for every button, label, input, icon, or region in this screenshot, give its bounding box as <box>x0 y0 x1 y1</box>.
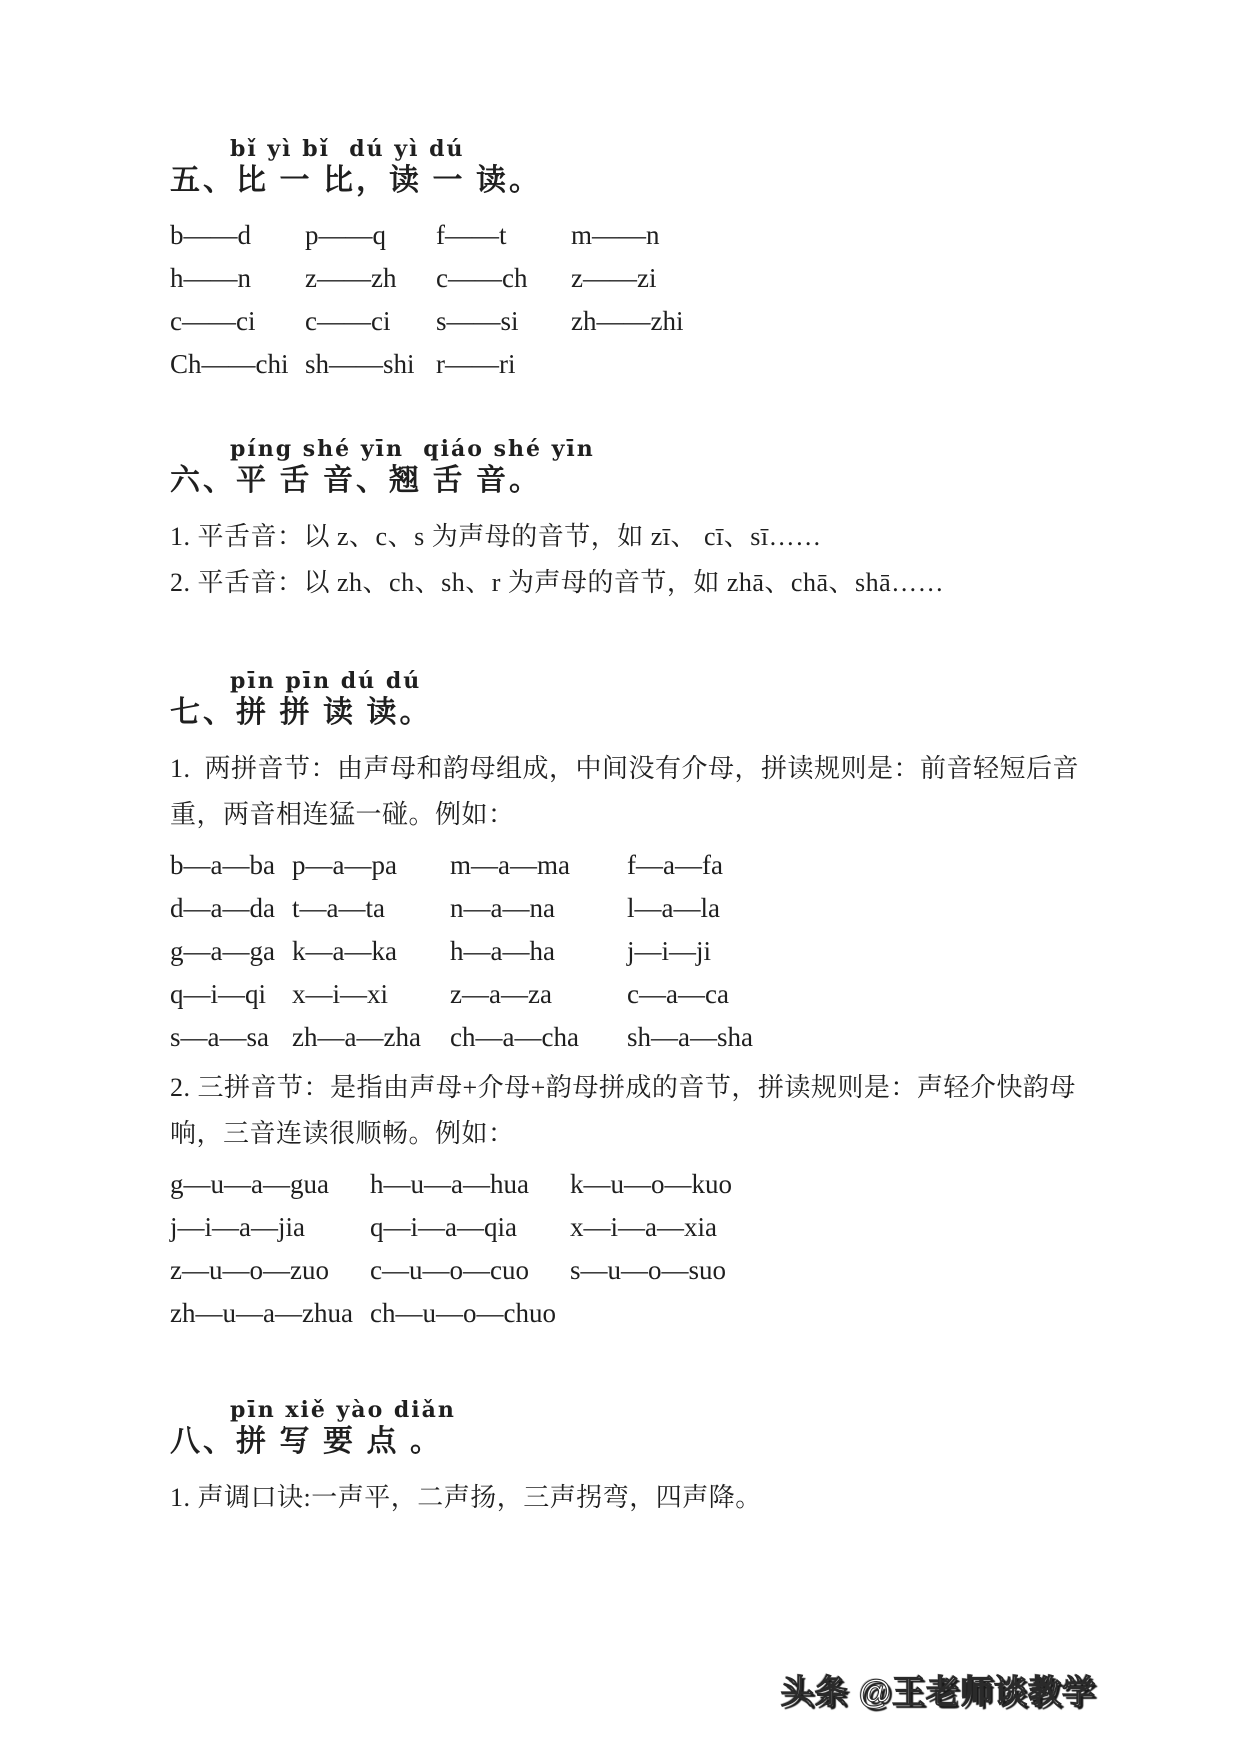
drill-cell: ch—a—cha <box>450 1022 579 1052</box>
drill-cell: x—i—a—xia <box>570 1212 717 1242</box>
section-six-number: 六、 <box>170 464 236 497</box>
drill-cell: j—i—ji <box>627 936 712 966</box>
section-seven-number: 七、 <box>170 696 236 729</box>
section-five-title-text: 比 一 比，读 一 读。 <box>236 164 542 197</box>
section-eight-heading <box>170 1397 1102 1461</box>
drill-cell: l—a—la <box>627 893 720 923</box>
section-six-heading <box>170 436 1102 500</box>
watermark: 头条 @王老师谈教学 <box>780 1673 1096 1710</box>
drill-cell: z——zh <box>305 263 397 293</box>
drill-cell: f——t <box>436 220 507 250</box>
section-five-title <box>170 162 1102 200</box>
drill-row <box>170 930 1102 973</box>
drill-row <box>170 1249 1102 1292</box>
drill-cell: r——ri <box>436 349 516 379</box>
drill-cell: h—u—a—hua <box>370 1169 529 1199</box>
section-five <box>170 136 1102 386</box>
section-seven <box>170 668 1102 1335</box>
drill-cell: g—a—ga <box>170 936 275 966</box>
section-gap <box>170 386 1102 436</box>
drill-cell: b—a—ba <box>170 850 275 880</box>
drill-row <box>170 973 1102 1016</box>
drill-row <box>170 300 1102 343</box>
drill-cell: c—a—ca <box>627 979 729 1009</box>
drill-cell: c—u—o—cuo <box>370 1255 529 1285</box>
drill-cell: p——q <box>305 220 386 250</box>
drill-cell: z—u—o—zuo <box>170 1255 329 1285</box>
section-five-number: 五、 <box>170 164 236 197</box>
drill-cell: z—a—za <box>450 979 552 1009</box>
drill-cell: d—a—da <box>170 893 275 923</box>
letter-pair-drill <box>170 214 1102 386</box>
drill-cell: q—i—qi <box>170 979 267 1009</box>
drill-cell: p—a—pa <box>292 850 397 880</box>
section-five-pinyin: bǐ yì bǐ dú yì dú <box>230 136 465 162</box>
section-seven-heading <box>170 668 1102 732</box>
drill-cell: n—a—na <box>450 893 555 923</box>
drill-cell: j—i—a—jia <box>170 1212 305 1242</box>
two-spell-rule-line1: 1. 两拼音节：由声母和韵母组成，中间没有介母，拼读规则是：前音轻短后音 <box>170 754 1080 783</box>
drill-cell: c——ci <box>170 306 256 336</box>
drill-cell: k—u—o—kuo <box>570 1169 732 1199</box>
section-eight-title <box>170 1423 1102 1461</box>
two-spell-drill <box>170 844 1102 1059</box>
drill-cell: q—i—a—qia <box>370 1212 517 1242</box>
drill-row <box>170 343 1102 386</box>
section-seven-title-text: 拼 拼 读 读。 <box>236 696 433 729</box>
drill-cell: ch—u—o—chuo <box>370 1298 556 1328</box>
section-eight-title-text: 拼 写 要 点 。 <box>236 1425 443 1458</box>
drill-cell: z——zi <box>571 263 657 293</box>
drill-cell: k—a—ka <box>292 936 397 966</box>
drill-cell: f—a—fa <box>627 850 723 880</box>
drill-cell: sh—a—sha <box>627 1022 753 1052</box>
drill-cell: h—a—ha <box>450 936 555 966</box>
drill-row <box>170 844 1102 887</box>
drill-cell: s—a—sa <box>170 1022 269 1052</box>
section-six-title-text: 平 舌 音、翘 舌 音。 <box>236 464 542 497</box>
drill-cell: m——n <box>571 220 660 250</box>
drill-cell: b——d <box>170 220 251 250</box>
drill-cell: c——ch <box>436 263 528 293</box>
drill-cell: g—u—a—gua <box>170 1169 329 1199</box>
drill-cell: sh——shi <box>305 349 415 379</box>
section-five-heading <box>170 136 1102 200</box>
drill-row <box>170 214 1102 257</box>
three-spell-rule-line2: 响，三音连读很顺畅。例如： <box>170 1119 515 1148</box>
two-spell-rule-line2: 重，两音相连猛一碰。例如： <box>170 800 515 829</box>
drill-row <box>170 1016 1102 1059</box>
drill-cell: c——ci <box>305 306 391 336</box>
drill-cell: t—a—ta <box>292 893 385 923</box>
section-six-pinyin: píng shé yīn qiáo shé yīn <box>230 436 595 462</box>
section-six <box>170 436 1102 606</box>
three-spell-rule-line1: 2. 三拼音节：是指由声母+介母+韵母拼成的音节，拼读规则是：声轻介快韵母 <box>170 1073 1076 1102</box>
drill-cell: m—a—ma <box>450 850 570 880</box>
tone-mnemonic-rule: 1. 声调口诀:一声平，二声扬，三声拐弯，四声降。 <box>170 1483 762 1512</box>
flat-tongue-rule: 1. 平舌音：以 z、c、s 为声母的音节，如 zī、 cī、sī…… <box>170 522 822 551</box>
section-eight-number: 八、 <box>170 1425 236 1458</box>
section-gap <box>170 1335 1102 1397</box>
drill-row <box>170 1163 1102 1206</box>
drill-row <box>170 1206 1102 1249</box>
drill-row <box>170 257 1102 300</box>
three-spell-drill <box>170 1163 1102 1335</box>
drill-cell: zh—u—a—zhua <box>170 1298 353 1328</box>
drill-cell: h——n <box>170 263 251 293</box>
drill-cell: zh—a—zha <box>292 1022 421 1052</box>
drill-cell: Ch——chi <box>170 349 289 379</box>
section-seven-pinyin: pīn pīn dú dú <box>230 668 422 694</box>
drill-cell: s——si <box>436 306 519 336</box>
drill-cell: x—i—xi <box>292 979 389 1009</box>
curled-tongue-rule: 2. 平舌音：以 zh、ch、sh、r 为声母的音节，如 zhā、chā、shā…… <box>170 568 945 597</box>
section-six-title <box>170 462 1102 500</box>
drill-row <box>170 887 1102 930</box>
drill-cell: zh——zhi <box>571 306 684 336</box>
section-seven-title <box>170 694 1102 732</box>
section-eight-pinyin: pīn xiě yào diǎn <box>230 1397 456 1423</box>
section-eight <box>170 1397 1102 1521</box>
section-gap <box>170 606 1102 668</box>
drill-row <box>170 1292 1102 1335</box>
drill-cell: s—u—o—suo <box>570 1255 727 1285</box>
